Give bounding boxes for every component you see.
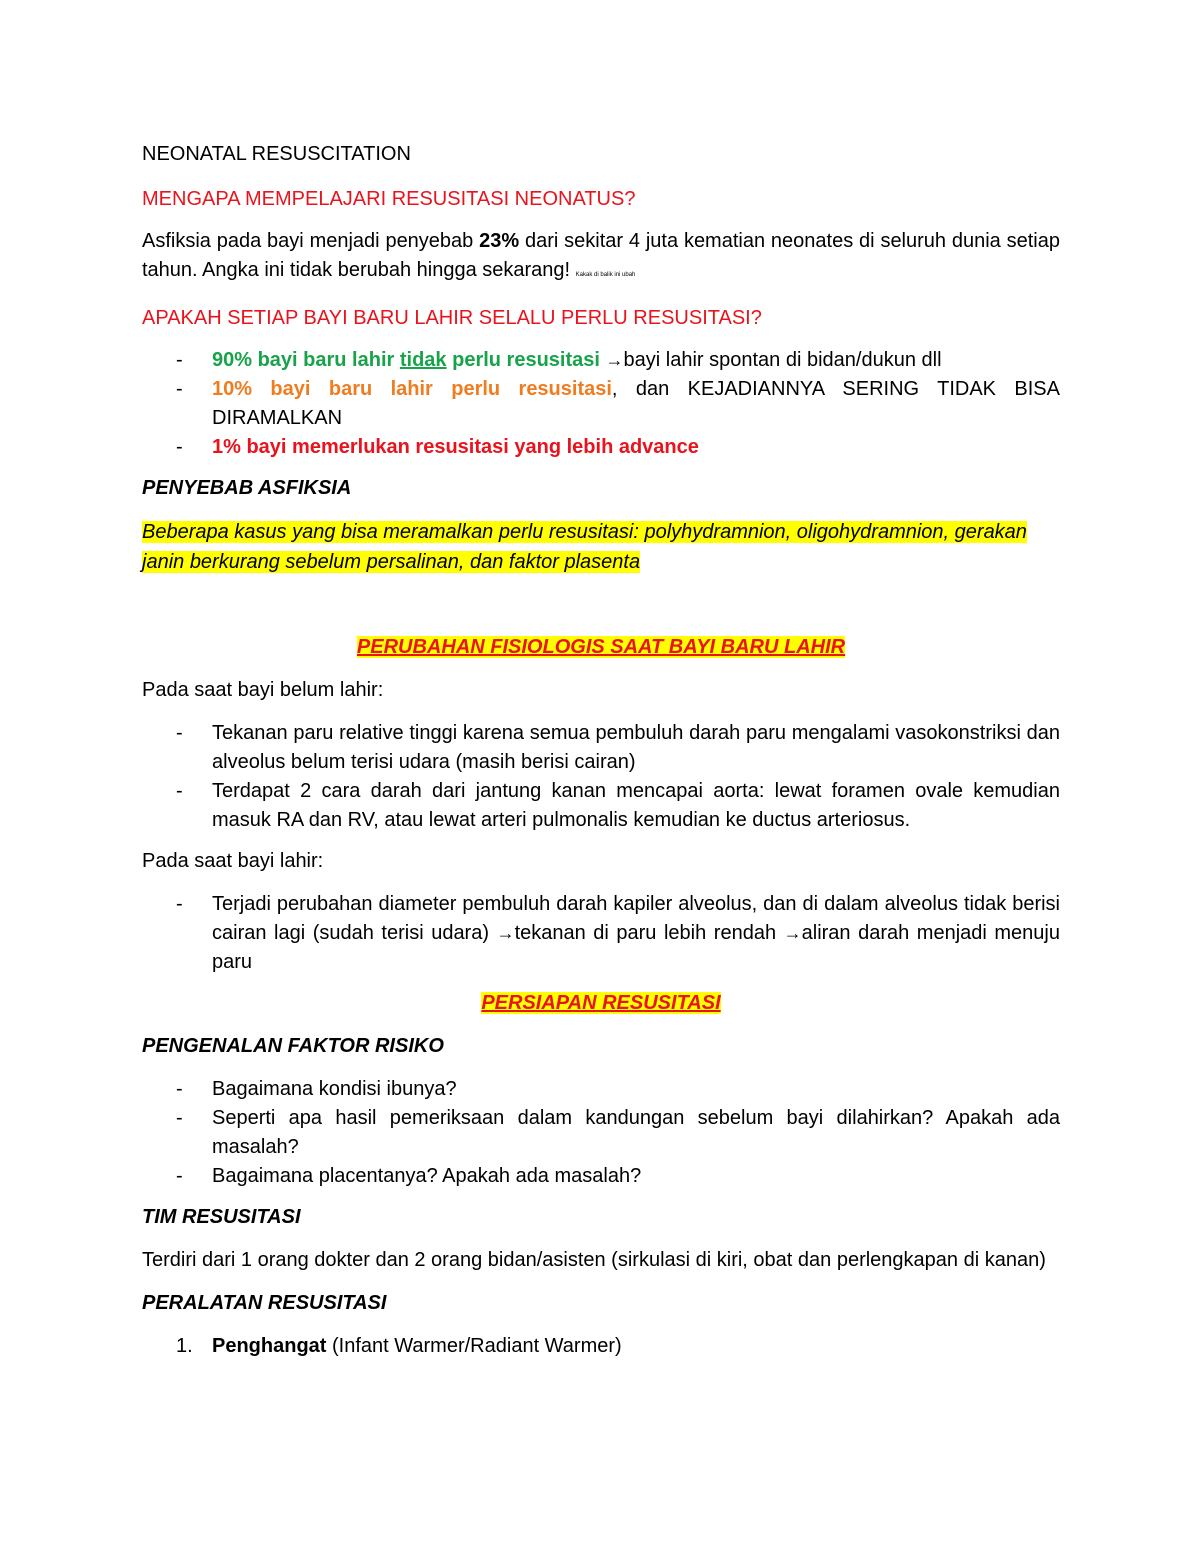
tiny-note: Kakak di balik ini ubah [575,272,636,278]
resus-percentage-list [142,346,1060,462]
list-item: - Seperti apa hasil pemeriksaan dalam kandungan sebelum bayi dilahirkan? Apakah ada masalah? [176,1107,1060,1158]
list-item: - Terdapat 2 cara darah dari jantung kanan mencapai aorta: lewat foramen ovale kemudian masuk RA dan RV, atau lewat arteri pulmonalis kemudian ke ductus arteriosus. [176,780,1060,831]
risk-factor-list [142,1075,1060,1191]
highlighted-causes-paragraph: Beberapa kasus yang bisa meramalkan perlu resusitasi: polyhydramnion, oligohydramnion, gerakan janin berkurang sebelum persalinan, dan faktor plasenta [142,521,1027,573]
section-heading-physiology: PERUBAHAN FISIOLOGIS SAAT BAYI BARU LAHIR [356,636,846,658]
section-heading-why-learn: MENGAPA MEMPELAJARI RESUSITASI NEONATUS? [142,188,636,210]
after-birth-label: Pada saat bayi lahir: [142,850,324,872]
list-item: - 10% bayi baru lahir perlu resusitasi, dan KEJADIANNYA SERING TIDAK BISA DIRAMALKAN [176,378,1060,429]
list-item: - Tekanan paru relative tinggi karena semua pembuluh darah paru mengalami vasokonstriksi dan alveolus belum terisi udara (masih berisi cairan) [176,722,1060,773]
document-title: NEONATAL RESUSCITATION [142,143,411,165]
subheading-risk-factors: PENGENALAN FAKTOR RISIKO [142,1035,444,1057]
before-birth-list [142,719,1060,835]
asphyxia-paragraph: Asfiksia pada bayi menjadi penyebab 23% dari sekitar 4 juta kematian neonates di seluruh dunia setiap tahun. Angka ini tidak berubah hingga sekarang! Kakak di balik ini ubah [142,230,1060,281]
section-heading-causes: PENYEBAB ASFIKSIA [142,477,352,499]
percent-23: 23% [479,230,520,252]
section-heading-always-resus: APAKAH SETIAP BAYI BARU LAHIR SELALU PERLU RESUSITASI? [142,307,762,329]
list-item: - Bagaimana kondisi ibunya? [176,1078,457,1100]
section-heading-preparation: PERSIAPAN RESUSITASI [481,992,721,1014]
arrow-icon: → [605,350,624,370]
list-item: - Terjadi perubahan diameter pembuluh darah kapiler alveolus, dan di dalam alveolus tidak berisi cairan lagi (sudah terisi udara) →tekanan di paru lebih rendah →aliran darah menjadi menuju paru [176,893,1060,973]
list-item: - 90% bayi baru lahir tidak perlu resusitasi →bayi lahir spontan di bidan/dukun dll [176,349,942,371]
document-page [142,140,1060,1361]
subheading-resus-team: TIM RESUSITASI [142,1206,301,1228]
list-item: - Bagaimana placentanya? Apakah ada masalah? [176,1165,642,1187]
arrow-icon: → [783,923,802,943]
subheading-resus-equipment: PERALATAN RESUSITASI [142,1292,387,1314]
arrow-icon: → [496,923,515,943]
list-item: 1. Penghangat (Infant Warmer/Radiant Warmer) [176,1335,622,1357]
after-birth-list [142,890,1060,977]
before-birth-label: Pada saat bayi belum lahir: [142,679,384,701]
equipment-list [142,1332,1060,1361]
list-item: - 1% bayi memerlukan resusitasi yang lebih advance [176,436,699,458]
resus-team-paragraph: Terdiri dari 1 orang dokter dan 2 orang bidan/asisten (sirkulasi di kiri, obat dan perlengkapan di kanan) [142,1249,1046,1271]
